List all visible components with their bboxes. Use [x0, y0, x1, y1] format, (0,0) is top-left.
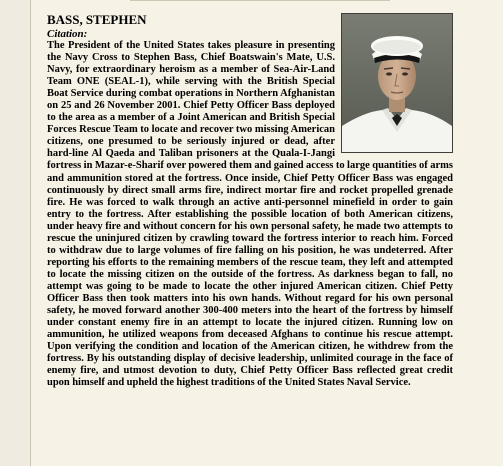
citation-label: Citation: [47, 28, 88, 40]
citation-text: The President of the United States takes pleasure in presenting the Navy Cross to Stephen Bass, Chief Boatswain's Mate, U.S. Navy, for extraordinary heroism as a member of Sea-Air-Land Team ONE (SEAL-1), while serving with the British Special Boat Service during combat operations in Northern Afghanistan on 25 and 26 November 2001. Chief Petty Officer Bass deployed to the area as a member of a Joint American and British Special Forces Rescue Team to locate and recover two missing American citizens, one presumed to be seriously injured or dead, after hard-line Al Qaeda and Taliban prisoners at the Quala-I-Jangi fortress in Mazar-e-Sharif over powered them and gained access to large quantities of arms and ammunition stored at the fortress. Once inside, Chief Petty Officer Bass was engaged continuously by direct small arms fire, indirect mortar fire and rocket propelled grenade fire. He was forced to walk through an active anti-personnel minefield in order to gain entry to the fortress. After establishing the possible location of both American citizens, under heavy fire and without concern for his own personal safety, he made two attempts to rescue the uninjured citizen by crawling toward the fortress interior to reach him. Forced to withdraw due to large volumes of fire falling on his position, he was undeterred. After reporting his efforts to the remaining members of the rescue team, they left and attempted to locate the missing citizen on the outside of the fortress. As darkness began to fall, no attempt was going to be made to locate the other injured American citizen. Chief Petty Officer Bass then took matters into his own hands. Without regard for his own personal safety, he moved forward another 300-400 meters into the heart of the fortress by himself under constant enemy fire in an attempt to locate the injured citizen. Running low on ammunition, he utilized weapons from deceased Afghans to continue his rescue attempt. Upon verifying the condition and location of the American citizen, he withdrew from the fortress. By his outstanding display of decisive leadership, unlimited courage in the face of enemy fire, and utmost devotion to duty, Chief Petty Officer Bass reflected great credit upon himself and upheld the highest traditions of the United States Naval Service. [47, 40, 453, 389]
recipient-name: BASS, STEPHEN [47, 12, 147, 27]
portrait-photo-icon [341, 13, 453, 153]
medal-entry [47, 13, 453, 389]
top-divider [130, 0, 390, 1]
